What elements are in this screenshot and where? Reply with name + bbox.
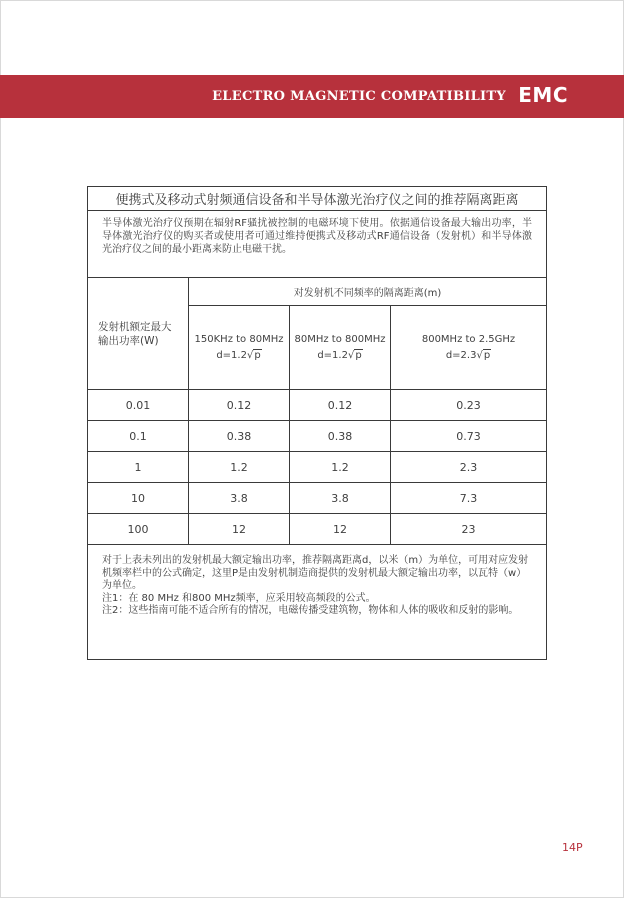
power-cell: 100 (88, 514, 189, 545)
table-intro: 半导体激光治疗仪预期在辐射RF骚扰被控制的电磁环境下使用。依据通信设备最大输出功率，半导体激光治疗仪的购买者或使用者可通过维持便携式及移动式RF通信设备（发射机）和半导体激光治疗仪之间的最小距离来防止电磁干扰。 (88, 211, 547, 278)
freq-band-label: 800MHz to 2.5GHz (421, 333, 516, 345)
distance-cell: 0.38 (290, 421, 391, 452)
header-subtitle: ELECTRO MAGNETIC COMPATIBILITY (212, 89, 506, 104)
distance-cell: 0.23 (391, 390, 547, 421)
freq-band-label: 150KHz to 80MHz (194, 333, 284, 345)
group-header: 对发射机不同频率的隔离距离(m) (189, 278, 547, 306)
power-cell: 10 (88, 483, 189, 514)
note-formula: 对于上表未列出的发射机最大额定输出功率，推荐隔离距离d，以米（m）为单位，可用对应发射机频率栏中的公式确定，这里P是由发射机制造商提供的发射机最大额定输出功率，以瓦特（w）为单位。 (102, 555, 529, 591)
freq-formula: d=1.2√p (216, 349, 261, 361)
freq-formula: d=1.2√p (317, 349, 362, 361)
distance-cell: 1.2 (290, 452, 391, 483)
distance-cell: 1.2 (189, 452, 290, 483)
power-cell: 0.1 (88, 421, 189, 452)
row-header (88, 278, 189, 390)
distance-cell: 3.8 (290, 483, 391, 514)
table-row (88, 514, 547, 545)
header-band (0, 75, 624, 118)
note-2: 注2：这些指南可能不适合所有的情况，电磁传播受建筑物，物体和人体的吸收和反射的影响。 (102, 605, 519, 616)
distance-cell: 0.73 (391, 421, 547, 452)
distance-cell: 0.12 (189, 390, 290, 421)
row-header-label: 发射机额定最大输出功率(W) (98, 320, 172, 347)
freq-formula: d=2.3√p (445, 349, 491, 361)
note-1: 注1：在 80 MHz 和800 MHz频率，应采用较高频段的公式。 (102, 592, 376, 604)
table-notes (88, 545, 547, 660)
table-row (88, 421, 547, 452)
distance-cell: 12 (189, 514, 290, 545)
distance-cell: 12 (290, 514, 391, 545)
distance-cell: 0.12 (290, 390, 391, 421)
table-row (88, 452, 547, 483)
freq-column-3 (391, 306, 547, 390)
table-row (88, 390, 547, 421)
distance-cell: 3.8 (189, 483, 290, 514)
freq-column-1 (189, 306, 290, 390)
distance-cell: 0.38 (189, 421, 290, 452)
distance-cell: 2.3 (391, 452, 547, 483)
power-cell: 1 (88, 452, 189, 483)
power-cell: 0.01 (88, 390, 189, 421)
page-number: 14P (562, 841, 583, 854)
freq-column-2 (290, 306, 391, 390)
separation-distance-table (87, 186, 547, 660)
distance-cell: 23 (391, 514, 547, 545)
header-logo: EMC (518, 83, 568, 107)
table-row (88, 483, 547, 514)
freq-band-label: 80MHz to 800MHz (294, 333, 386, 345)
table-title: 便携式及移动式射频通信设备和半导体激光治疗仪之间的推荐隔离距离 (88, 187, 547, 211)
distance-cell: 7.3 (391, 483, 547, 514)
